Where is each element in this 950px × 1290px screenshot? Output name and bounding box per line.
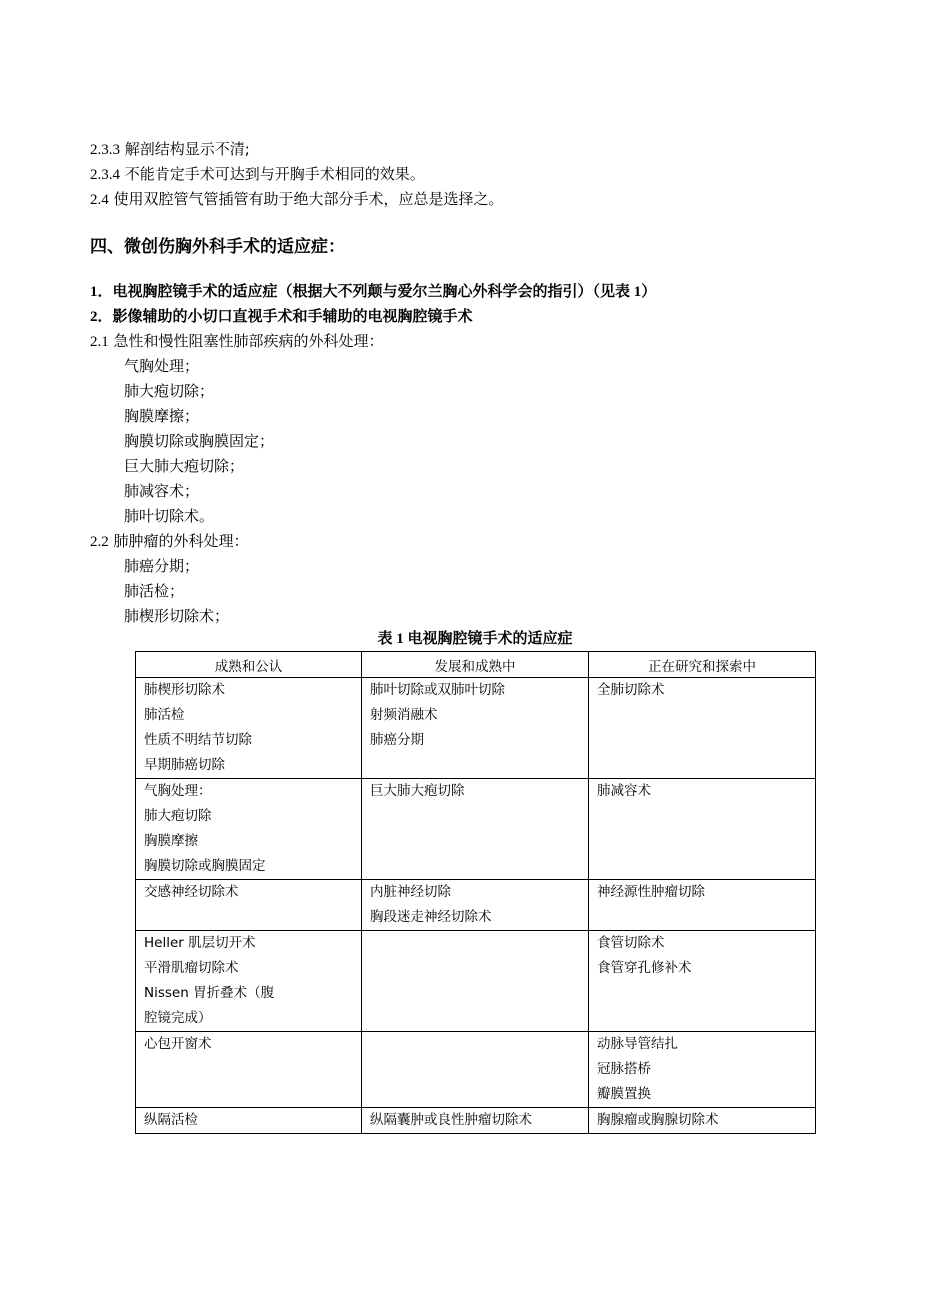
cell-line: 心包开窗术: [144, 1036, 212, 1052]
list-item: 肺癌分期；: [124, 557, 200, 575]
paragraph-2-4: [90, 189, 504, 210]
table-row: [136, 1032, 816, 1108]
section-number: 2.3.3: [90, 142, 120, 158]
cell-line: 胸膜摩擦: [144, 833, 198, 849]
table-row: [136, 880, 816, 931]
cell-line: 肺叶切除或双肺叶切除: [370, 682, 505, 698]
list-item: 巨大肺大疱切除；: [124, 457, 245, 475]
table-caption: [135, 628, 815, 649]
paragraph-text: 不能肯定手术可达到与开胸手术相同的效果。: [120, 165, 425, 183]
item-2-heading: [90, 306, 473, 327]
column-header: 正在研究和探索中: [589, 652, 816, 678]
table-reference: 1）: [630, 284, 657, 300]
paragraph-2-3-4: [90, 164, 425, 185]
table-cell: [362, 779, 589, 880]
subsection-2-2: [90, 531, 249, 552]
list-item: 肺活检；: [124, 582, 185, 600]
cell-line: Heller 肌层切开术: [144, 935, 256, 951]
table-cell: [362, 678, 589, 779]
cell-line: 食管穿孔修补术: [597, 960, 692, 976]
table-cell: [589, 678, 816, 779]
cell-line: 胸腺瘤或胸腺切除术: [597, 1112, 719, 1128]
item-text: 影像辅助的小切口直视手术和手辅助的电视胸腔镜手术: [112, 307, 473, 325]
table-cell: [136, 880, 362, 931]
table-cell: [589, 1108, 816, 1134]
list-item: 肺楔形切除术；: [124, 607, 230, 625]
table-row: [136, 931, 816, 1032]
cell-line: 纵隔活检: [144, 1112, 198, 1128]
caption-number: 1: [392, 631, 408, 647]
cell-line: 肺大疱切除: [144, 808, 212, 824]
cell-line: 内脏神经切除: [370, 884, 451, 900]
table-cell: [136, 1032, 362, 1108]
indications-table: [135, 651, 816, 1134]
item-number: 1．: [90, 284, 113, 300]
column-header: 成熟和公认: [136, 652, 362, 678]
section-number: 2.3.4: [90, 167, 120, 183]
table-cell: [362, 1108, 589, 1134]
table-row: [136, 779, 816, 880]
cell-line: 胸段迷走神经切除术: [370, 909, 492, 925]
cell-line: 腔镜完成）: [144, 1010, 212, 1026]
table-cell: [136, 779, 362, 880]
paragraph-text: 使用双腔管气管插管有助于绝大部分手术，应总是选择之。: [108, 190, 504, 208]
cell-line: 平滑肌瘤切除术: [144, 960, 239, 976]
cell-line: 食管切除术: [597, 935, 665, 951]
subsection-text: 急性和慢性阻塞性肺部疾病的外科处理：: [108, 332, 384, 350]
table-cell: [362, 1032, 589, 1108]
item-text: 电视胸腔镜手术的适应症（根据大不列颠与爱尔兰胸心外科学会的指引）（见表: [112, 282, 631, 300]
table-cell: [362, 880, 589, 931]
list-item: 肺减容术；: [124, 482, 200, 500]
cell-line: 早期肺癌切除: [144, 757, 225, 773]
section-number: 2.4: [90, 192, 109, 208]
table-cell: [589, 1032, 816, 1108]
cell-line: 动脉导管结扎: [597, 1036, 678, 1052]
cell-line: 肺楔形切除术: [144, 682, 225, 698]
paragraph-2-3-3: [90, 139, 250, 160]
list-item: 肺大疱切除；: [124, 382, 215, 400]
item-1-heading: [90, 281, 656, 302]
cell-line: 肺癌分期: [370, 732, 424, 748]
cell-line: 胸膜切除或胸膜固定: [144, 858, 266, 874]
list-item: 胸膜摩擦；: [124, 407, 200, 425]
cell-line: 交感神经切除术: [144, 884, 239, 900]
table-row: [136, 1108, 816, 1134]
table-cell: [589, 931, 816, 1032]
section-number: 2.1: [90, 334, 109, 350]
paragraph-text: 解剖结构显示不清;: [120, 140, 250, 158]
list-item: 胸膜切除或胸膜固定；: [124, 432, 275, 450]
table-cell: [136, 931, 362, 1032]
cell-line: 纵隔囊肿或良性肿瘤切除术: [370, 1112, 532, 1128]
column-header: 发展和成熟中: [362, 652, 589, 678]
subsection-text: 肺肿瘤的外科处理：: [108, 532, 249, 550]
cell-line: 肺减容术: [597, 783, 651, 799]
list-item: 气胸处理；: [124, 357, 200, 375]
table-cell: [362, 931, 589, 1032]
cell-line: 性质不明结节切除: [144, 732, 252, 748]
table-cell: [136, 1108, 362, 1134]
list-item: 肺叶切除术。: [124, 507, 215, 525]
cell-line: 全肺切除术: [597, 682, 665, 698]
section-4-heading: 四、微创伤胸外科手术的适应症：: [90, 237, 345, 257]
item-number: 2．: [90, 309, 113, 325]
section-number: 2.2: [90, 534, 109, 550]
table-row: [136, 678, 816, 779]
table-cell: [589, 880, 816, 931]
table-cell: [136, 678, 362, 779]
cell-line: 冠脉搭桥: [597, 1061, 651, 1077]
cell-line: Nissen 胃折叠术（腹: [144, 985, 275, 1001]
cell-line: 气胸处理：: [144, 783, 212, 799]
caption-prefix: 表: [377, 629, 393, 647]
subsection-2-1: [90, 331, 384, 352]
cell-line: 肺活检: [144, 707, 185, 723]
table-cell: [589, 779, 816, 880]
caption-text: 电视胸腔镜手术的适应症: [407, 629, 573, 647]
cell-line: 神经源性肿瘤切除: [597, 884, 705, 900]
cell-line: 巨大肺大疱切除: [370, 783, 465, 799]
cell-line: 瓣膜置换: [597, 1086, 651, 1102]
cell-line: 射频消融术: [370, 707, 438, 723]
table-header-row: [136, 652, 816, 678]
